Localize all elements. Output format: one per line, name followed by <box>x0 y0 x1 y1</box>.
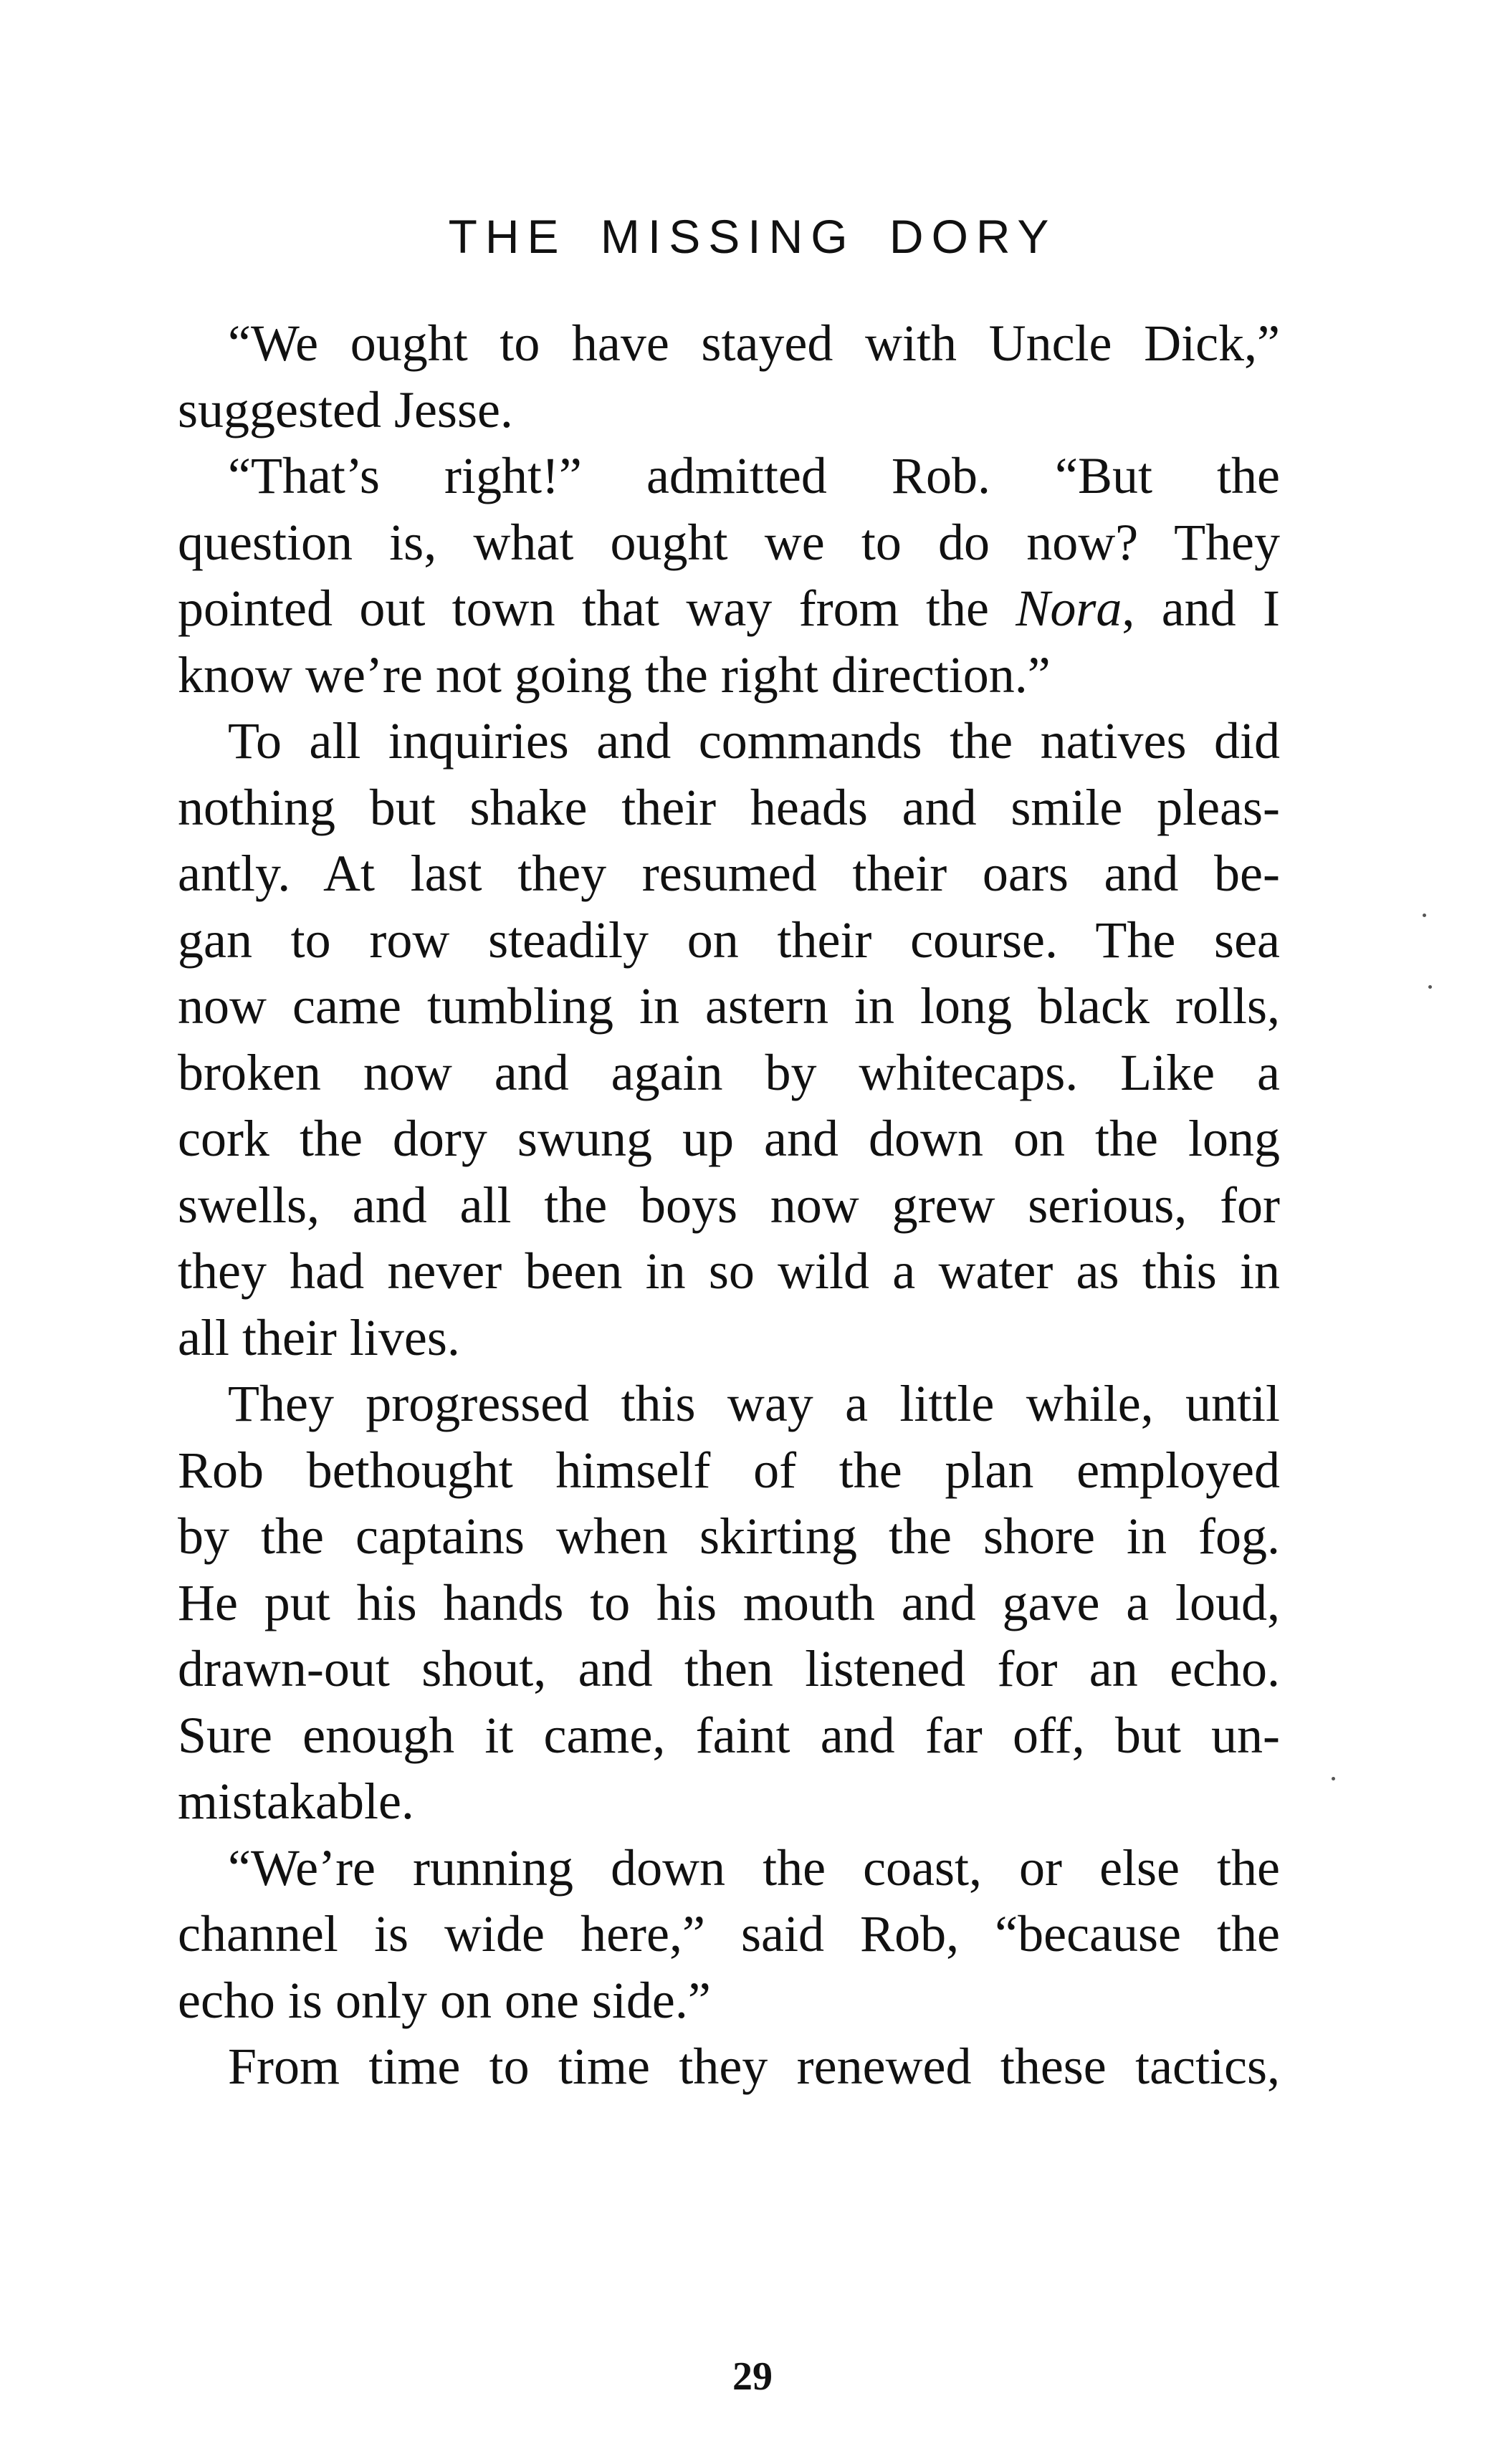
text-line: He put his hands to his mouth and gave a loud, <box>178 1573 1280 1631</box>
scan-speck <box>1332 1777 1335 1780</box>
text-line: drawn-out shout, and then listened for an echo. <box>178 1640 1280 1697</box>
text-line: pointed out town that way from the Nora, and I <box>178 580 1280 637</box>
text-line: know we’re not going the right direction.” <box>178 646 1051 704</box>
text-line: Sure enough it came, faint and far off, but un- <box>178 1706 1280 1764</box>
text-line: nothing but shake their heads and smile pleas- <box>178 778 1280 836</box>
text-line: gan to row steadily on their course. The sea <box>178 911 1280 969</box>
text-line: antly. At last they resumed their oars and be- <box>178 845 1280 902</box>
paragraph <box>178 1371 1280 1835</box>
text-line: channel is wide here,” said Rob, “because the <box>178 1905 1280 1962</box>
paragraph <box>178 310 1280 443</box>
text-line: From time to time they renewed these tactics, <box>228 2038 1280 2095</box>
paragraph <box>178 443 1280 708</box>
page-number: 29 <box>732 2354 773 2399</box>
text-line: they had never been in so wild a water as this in <box>178 1242 1280 1300</box>
text-line: all their lives. <box>178 1308 460 1366</box>
text-line: “We’re running down the coast, or else the <box>228 1839 1280 1897</box>
text-line: mistakable. <box>178 1773 414 1830</box>
text-line: suggested Jesse. <box>178 380 513 438</box>
text-line: swells, and all the boys now grew serious, for <box>178 1176 1280 1234</box>
ship-name: Nora <box>1016 580 1122 637</box>
text-line: now came tumbling in astern in long black rolls, <box>178 977 1280 1035</box>
text-line: by the captains when skirting the shore in fog. <box>178 1507 1280 1565</box>
text-line: To all inquiries and commands the natives did <box>228 712 1280 770</box>
scan-speck <box>1428 985 1432 989</box>
text-line: question is, what ought we to do now? They <box>178 513 1280 571</box>
text-line: echo is only on one side.” <box>178 1971 711 2029</box>
paragraph <box>178 2033 1280 2100</box>
text-line: broken now and again by whitecaps. Like a <box>178 1043 1280 1101</box>
text-line: Rob bethought himself of the plan employed <box>178 1441 1280 1499</box>
paragraph <box>178 1835 1280 2034</box>
scan-speck <box>1423 914 1426 917</box>
paragraph <box>178 708 1280 1371</box>
text-line: “That’s right!” admitted Rob. “But the <box>228 447 1280 504</box>
running-head: THE MISSING DORY <box>448 210 1057 263</box>
text-line: “We ought to have stayed with Uncle Dick,” <box>228 315 1280 372</box>
text-line: They progressed this way a little while, until <box>228 1375 1280 1432</box>
text-line: cork the dory swung up and down on the long <box>178 1110 1280 1167</box>
body-text <box>178 310 1280 2100</box>
